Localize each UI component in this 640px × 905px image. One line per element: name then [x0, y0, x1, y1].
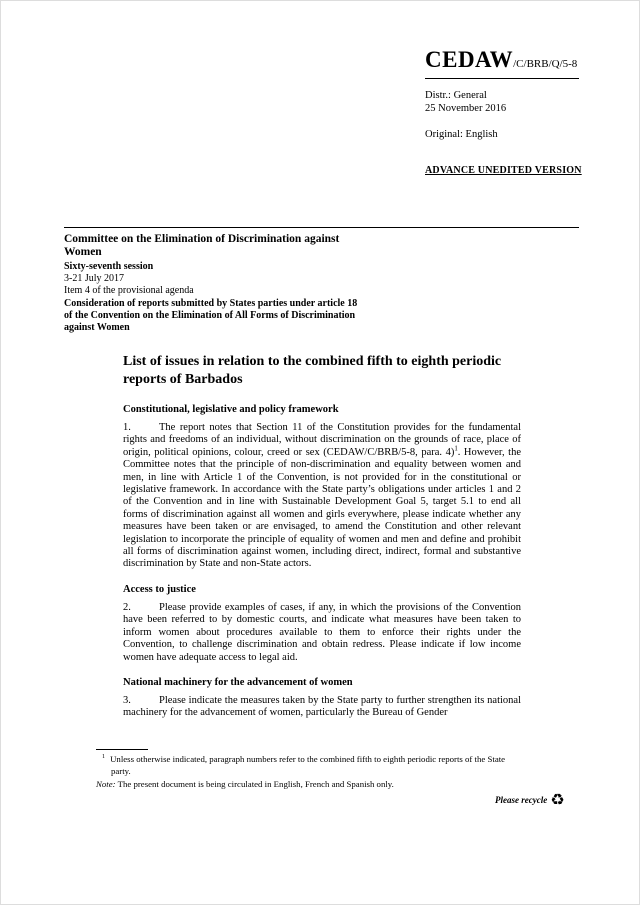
paragraph-number: 2.: [123, 601, 131, 613]
footnote-text: Unless otherwise indicated, paragraph numbers refer to the combined fifth to eighth periodic reports of the State party.: [110, 754, 506, 776]
committee-block: [64, 233, 404, 334]
paragraph-2: [123, 602, 521, 664]
footnote-marker: 1: [102, 754, 106, 761]
header-rule: [64, 227, 579, 228]
paragraph-text: Please indicate the measures taken by the State party to further strengthen its national machinery for the advancement of women, particularly the Bureau of Gender: [123, 694, 521, 719]
document-note: [96, 779, 524, 791]
note-label: Note:: [96, 779, 116, 789]
paragraph-3: [123, 695, 521, 720]
session-title: Sixty-seventh session: [64, 261, 154, 272]
paragraph-text: Please provide examples of cases, if any, in which the provisions of the Convention have been referred to by domestic courts, and indicate what measures have been taken to inform women about procedures available to them to enforce their rights under the Convention, to challenge discrimination and obtain redress. Please indicate if low income women have adequate access to legal aid.: [123, 601, 521, 663]
session-dates: 3-21 July 2017: [64, 273, 124, 285]
please-recycle-label: Please recycle: [495, 795, 548, 805]
please-recycle: [495, 792, 565, 808]
footnote-reference: 1: [454, 445, 458, 453]
document-title: List of issues in relation to the combined fifth to eighth periodic reports of Barbados: [123, 354, 502, 387]
agenda-title: Consideration of reports submitted by States parties under article 18 of the Convention on the Elimination of All Forms of Discrimination against Women: [64, 297, 358, 334]
document-symbol-suffix: /C/BRB/Q/5-8: [513, 58, 578, 70]
main-content: [123, 353, 521, 732]
document-symbol-main: CEDAW: [425, 47, 514, 72]
paragraph-number: 3.: [123, 694, 131, 706]
footnote-area: [96, 749, 524, 791]
footnote-1: [96, 754, 524, 777]
advance-unedited-label: ADVANCE UNEDITED VERSION: [425, 165, 582, 176]
date-line: 25 November 2016: [425, 103, 507, 114]
section-heading-access-to-justice: Access to justice: [123, 583, 196, 595]
committee-name: Committee on the Elimination of Discrimination against Women: [64, 233, 340, 258]
document-symbol: [425, 47, 579, 79]
paragraph-1: [123, 422, 521, 571]
agenda-item: Item 4 of the provisional agenda: [64, 285, 194, 297]
paragraph-text: . However, the Committee notes that the principle of non-discrimination and equality between women and men, in line with Article 1 of the Convention, is not provided for in the constitutional or legislative framework. In accordance with the State party’s obligations under articles 1 and 2 of the Convention and in line with Sustainable Development Goal 5, target 5.1 to end all forms of discrimination against all women and girls everywhere, please indicate whether any measures have been taken or are envisaged, to amend the Constitution and other relevant legislation to incorporate the principle of equality of women and men and define and prohibit all forms of discrimination against women, including direct, indirect, formal and substantive discrimination by State and non-State actors.: [123, 446, 521, 570]
note-text: The present document is being circulated in English, French and Spanish only.: [117, 779, 394, 789]
footnote-rule: [96, 749, 148, 750]
original-language-line: Original: English: [425, 129, 498, 140]
paragraph-text: The report notes that Section 11 of the Constitution provides for the fundamental rights and freedoms of an individual, without discrimination on the grounds of race, place of origin, political opinions, colour, creed or sex (CEDAW/C/BRB/5-8, para. 4): [123, 422, 521, 458]
section-heading-constitutional: Constitutional, legislative and policy framework: [123, 404, 339, 415]
distribution-block: [425, 89, 506, 141]
distr-line: Distr.: General: [425, 90, 487, 101]
section-heading-national-machinery: National machinery for the advancement of women: [123, 676, 353, 688]
recycle-icon: ♻: [550, 790, 565, 809]
paragraph-number: 1.: [123, 422, 131, 433]
